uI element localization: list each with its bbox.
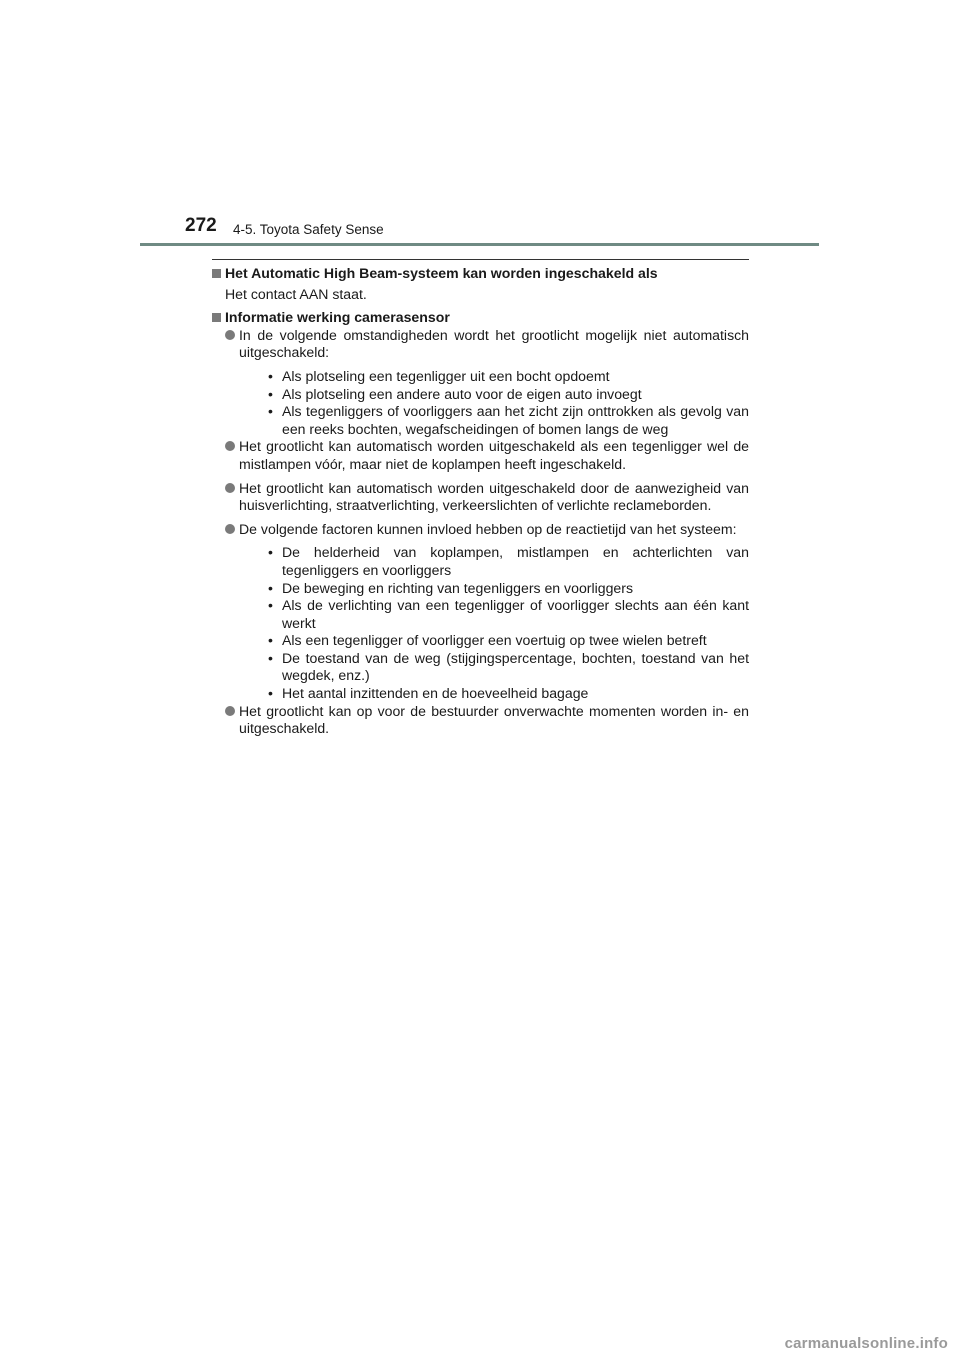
circle-item: [212, 480, 749, 515]
list-item: • Als een tegenligger of voorligger een voertuig op twee wielen betreft: [268, 632, 707, 649]
list-item: • Het aantal inzittenden en de hoeveelheid bagage: [268, 685, 589, 702]
circle-item-text: Het grootlicht kan automatisch worden uitgeschakeld door de aanwezigheid van huisverlichting, straatverlichting, verkeerslichten of verlichte reclameborden.: [239, 479, 749, 514]
circle-item-text: Het grootlicht kan automatisch worden uitgeschakeld als een tegenligger wel de mistlampen vóór, maar niet de koplampen heeft ingeschakeld.: [239, 438, 749, 472]
list-item: • Als plotseling een andere auto voor de eigen auto invoegt: [268, 385, 642, 402]
list-item: • Als tegenliggers of voorliggers aan het zicht zijn onttrokken als gevolg van een reeks bochten, wegafscheidingen of bomen langs de weg: [268, 403, 749, 437]
bullet-list: [239, 368, 749, 438]
square-bullet-icon: [212, 269, 221, 278]
page-header: [0, 0, 960, 250]
dot-bullet-icon: •: [268, 544, 273, 561]
dot-bullet-icon: •: [268, 403, 273, 420]
circle-bullet-icon: [225, 706, 235, 716]
bullet-list: [239, 544, 749, 702]
circle-item-text: In de volgende omstandigheden wordt het grootlicht mogelijk niet automatisch uitgeschakeld:: [239, 326, 749, 361]
footer-watermark-logo: carmanualsonline.info: [784, 1335, 948, 1352]
circle-item-text: De volgende factoren kunnen invloed hebben op de reactietijd van het systeem:: [239, 520, 737, 537]
dot-bullet-icon: •: [268, 632, 273, 649]
dot-bullet-icon: •: [268, 385, 273, 402]
list-item: • Als de verlichting van een tegenligger of voorligger slechts aan één kant werkt: [268, 597, 749, 631]
circle-item: [212, 327, 749, 439]
content-rule: [212, 259, 749, 260]
page-number: 272: [185, 215, 217, 236]
section-title: 4-5. Toyota Safety Sense: [233, 222, 384, 237]
circle-item: [212, 438, 749, 473]
block-text-activation: Het contact AAN staat.: [225, 285, 367, 302]
circle-item-text: Het grootlicht kan op voor de bestuurder onverwachte momenten worden in- en uitgeschakeld.: [239, 702, 749, 737]
dot-bullet-icon: •: [268, 685, 273, 702]
circle-item: [212, 521, 749, 703]
list-item: • Als plotseling een tegenligger uit een bocht opdoemt: [268, 367, 610, 384]
circle-bullet-icon: [225, 483, 235, 493]
circle-bullet-icon: [225, 441, 235, 451]
square-bullet-icon: [212, 313, 221, 322]
circle-bullet-icon: [225, 524, 235, 534]
dot-bullet-icon: •: [268, 579, 273, 596]
list-item: • De beweging en richting van tegenliggers en voorliggers: [268, 579, 633, 596]
list-item: • De helderheid van koplampen, mistlampen en achterlichten van tegenliggers en voorliggers: [268, 544, 749, 578]
circle-item: [212, 703, 749, 738]
list-item: • De toestand van de weg (stijgingspercentage, bochten, toestand van het wegdek, enz.): [268, 649, 749, 684]
block-heading-activation: [212, 265, 749, 283]
dot-bullet-icon: •: [268, 367, 273, 384]
block-heading-camera-info: [212, 309, 749, 327]
dot-bullet-icon: •: [268, 649, 273, 666]
dot-bullet-icon: •: [268, 597, 273, 614]
header-rule: [140, 243, 819, 246]
block-heading-text: Het Automatic High Beam-systeem kan worden ingeschakeld als: [225, 265, 658, 281]
circle-bullet-icon: [225, 330, 235, 340]
block-heading-text: Informatie werking camerasensor: [225, 309, 450, 326]
page-content: [212, 265, 749, 738]
